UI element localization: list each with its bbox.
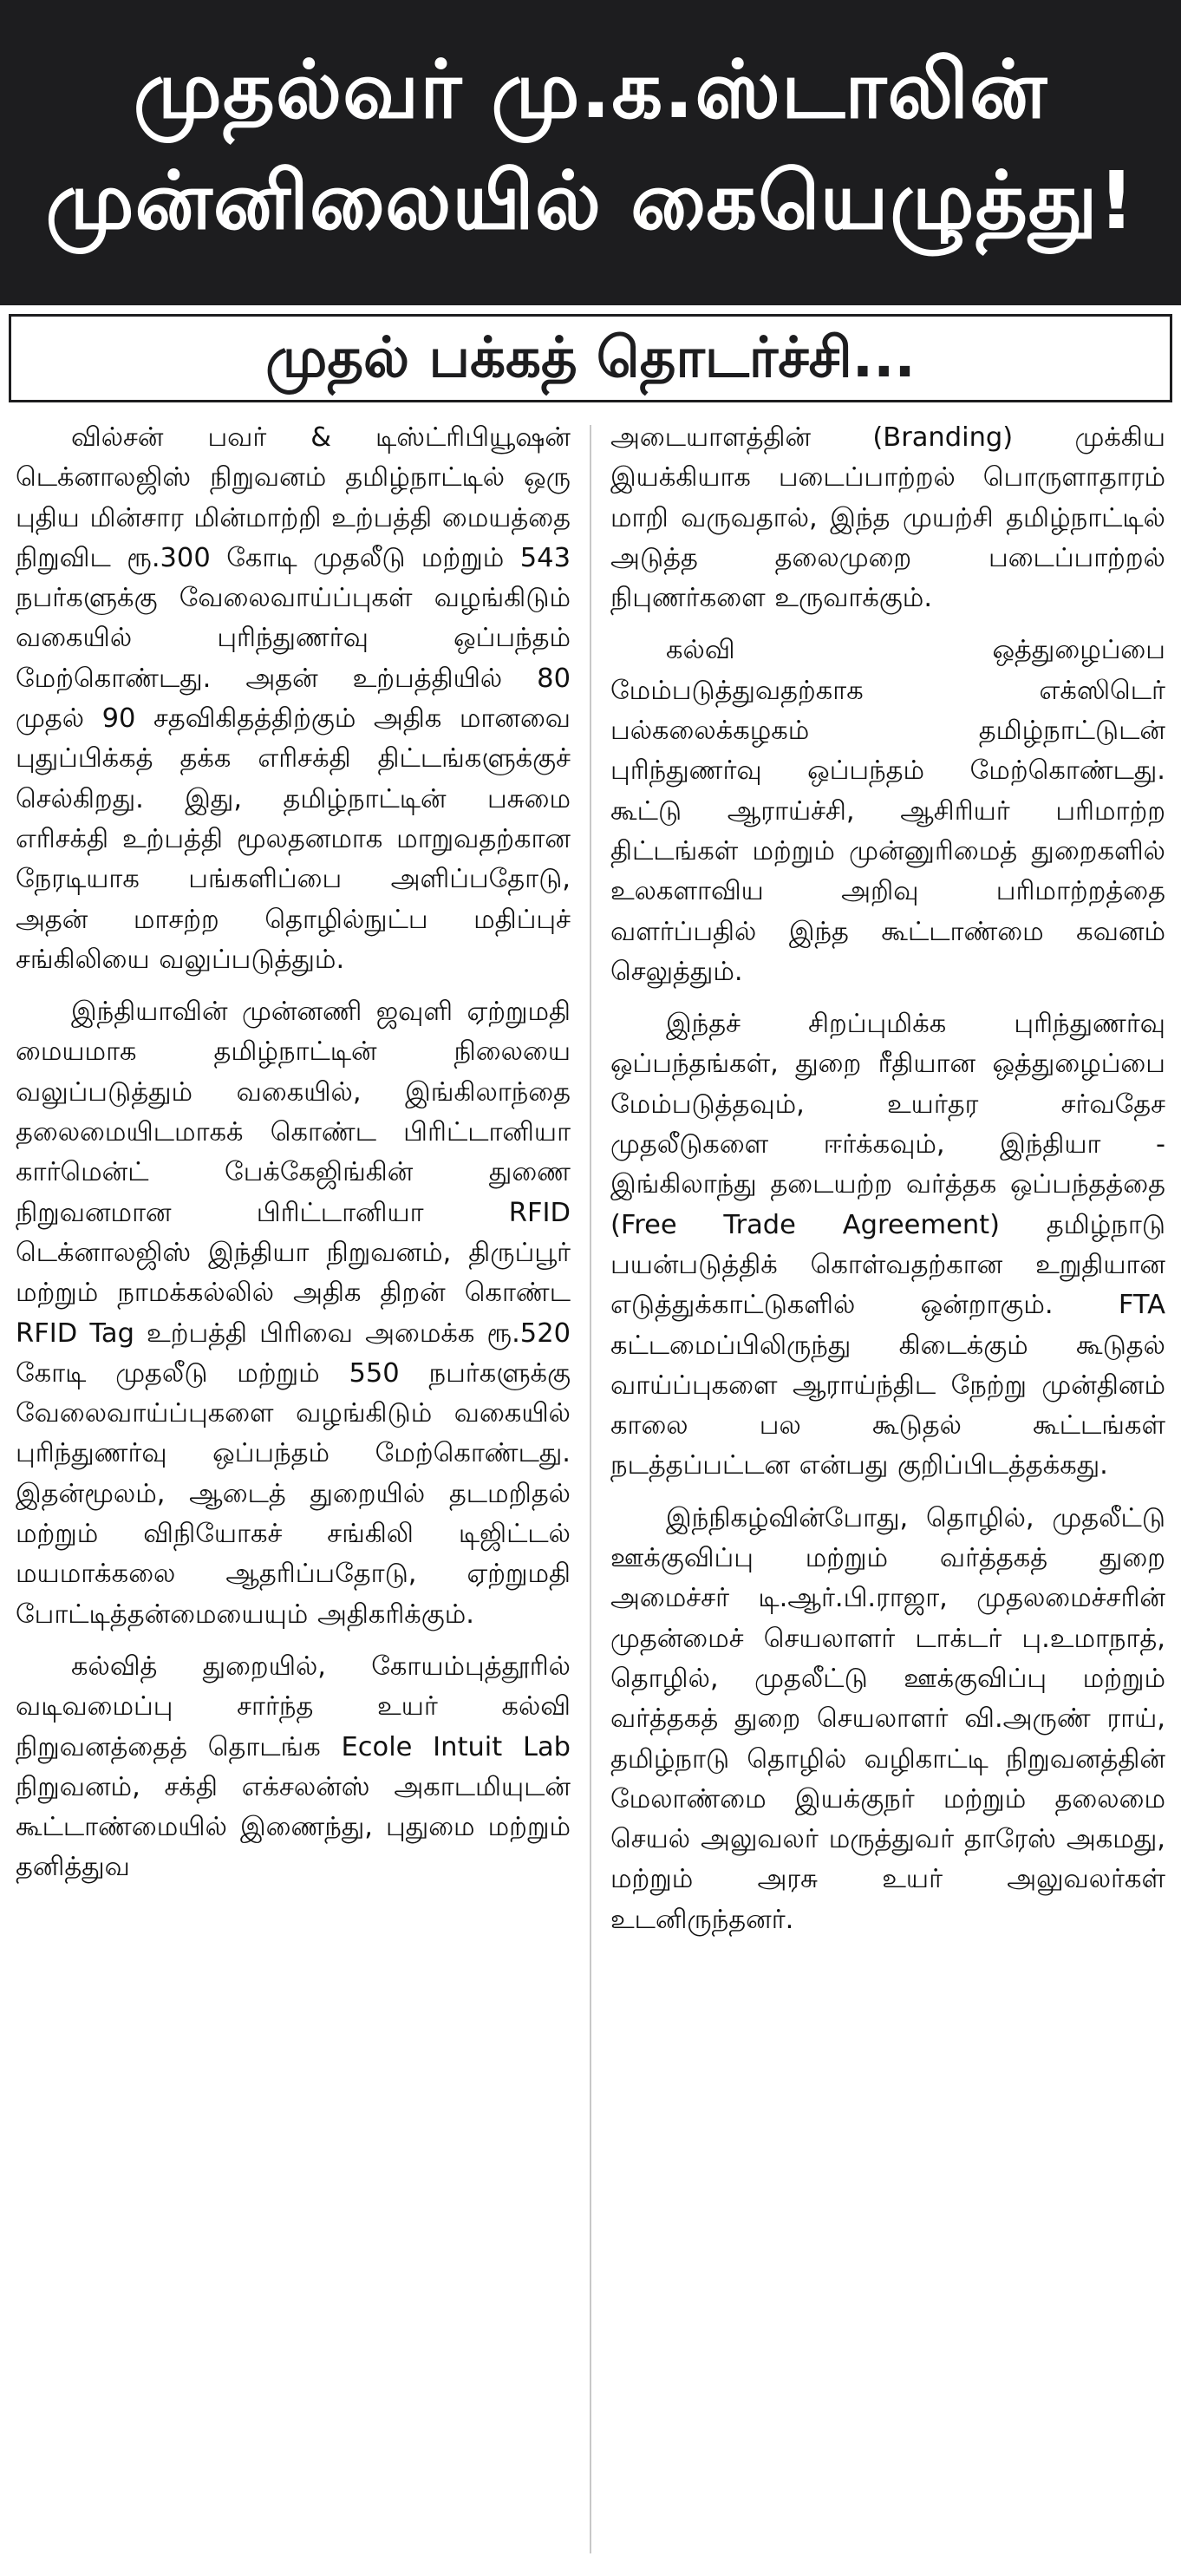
paragraph-wilson-power: வில்சன் பவர் & டிஸ்ட்ரிபியூஷன் டெக்னாலஜிஸ் நிறுவனம் தமிழ்நாட்டில் ஒரு புதிய மின்சார மின்மாற்றி உற்பத்தி மையத்தை நிறுவிட ரூ.300 கோடி முதலீடு மற்றும் 543 நபர்களுக்கு வேலைவாய்ப்புகள் வழங்கிடும் வகையில் புரிந்துணர்வு ஒப்பந்தம் மேற்கொண்டது. அதன் உற்பத்தியில் 80 முதல் 90 சதவிகிதத்திற்கும் அதிக மானவை புதுப்பிக்கத் தக்க எரிசக்தி திட்டங்களுக்குச் செல்கிறது. இது, தமிழ்நாட்டின் பசுமை எரிசக்தி உற்பத்தி மூலதனமாக மாறுவதற்கான நேரடியாக பங்களிப்பை அளிப்பதோடு, அதன் மாசற்ற தொழில்நுட்ப மதிப்புச் சங்கிலியை வலுப்படுத்தும். xyxy=(16,422,571,975)
right-column xyxy=(610,418,1165,2560)
headline-line-2: முன்னிலையில் கையெழுத்து! xyxy=(45,154,1136,247)
headline-line-1: முதல்வர் மு.க.ஸ்டாலின் xyxy=(133,43,1048,136)
continuation-heading: முதல் பக்கத் தொடர்ச்சி... xyxy=(265,326,916,390)
continuation-box xyxy=(9,314,1172,402)
paragraph-branding-continued: அடையாளத்தின் (Branding) முக்கிய இயக்கியாக படைப்பாற்றல் பொருளாதாரம் மாறி வருவதால், இந்த முயற்சி தமிழ்நாட்டில் அடுத்த தலைமுறை படைப்பாற்றல் நிபுணர்களை உருவாக்கும். xyxy=(610,422,1165,614)
paragraph-attendees: இந்நிகழ்வின்போது, தொழில், முதலீட்டு ஊக்குவிப்பு மற்றும் வர்த்தகத் துறை அமைச்சர் டி.ஆர்.பி.ராஜா, முதலமைச்சரின் முதன்மைச் செயலாளர் டாக்டர் பு.உமாநாத், தொழில், முதலீட்டு ஊக்குவிப்பு மற்றும் வர்த்தகத் துறை செயலாளர் வி.அருண் ராய், தமிழ்நாடு தொழில் வழிகாட்டி நிறுவனத்தின் மேலாண்மை இயக்குநர் மற்றும் தலைமை செயல் அலுவலர் மருத்துவர் தாரேஸ் அகமது, மற்றும் அரசு உயர் அலுவலர்கள் உடனிருந்தனர். xyxy=(610,1502,1165,1935)
paragraph-free-trade-agreement: இந்தச் சிறப்புமிக்க புரிந்துணர்வு ஒப்பந்தங்கள், துறை ரீதியான ஒத்துழைப்பை மேம்படுத்தவும், உயர்தர சர்வதேச முதலீடுகளை ஈர்க்கவும், இந்தியா - இங்கிலாந்து தடையற்ற வர்த்தக ஒப்பந்தத்தை (Free Trade Agreement) தமிழ்நாடு பயன்படுத்திக் கொள்வதற்கான உறுதியான எடுத்துக்காட்டுகளில் ஒன்றாகும். FTA கட்டமைப்பிலிருந்து கிடைக்கும் கூடுதல் வாய்ப்புகளை ஆராய்ந்திட நேற்று முன்தினம் காலை பல கூடுதல் கூட்டங்கள் நடத்தப்பட்டன என்பது குறிப்பிடத்தக்கது. xyxy=(610,1009,1165,1481)
paragraph-ecole-intuit-lab: கல்வித் துறையில், கோயம்புத்தூரில் வடிவமைப்பு சார்ந்த உயர் கல்வி நிறுவனத்தைத் தொடங்க Ecole Intuit Lab நிறுவனம், சக்தி எக்சலன்ஸ் அகாடமியுடன் கூட்டாண்மையில் இணைந்து, புதுமை மற்றும் தனித்துவ xyxy=(16,1651,571,1883)
headline-banner xyxy=(0,0,1181,305)
left-column xyxy=(16,418,571,2560)
article-body xyxy=(16,418,1165,2560)
paragraph-exeter-university: கல்வி ஒத்துழைப்பை மேம்படுத்துவதற்காக எக்ஸிடெர் பல்கலைக்கழகம் தமிழ்நாட்டுடன் புரிந்துணர்வு ஒப்பந்தம் மேற்கொண்டது. கூட்டு ஆராய்ச்சி, ஆசிரியர் பரிமாற்ற திட்டங்கள் மற்றும் முன்னுரிமைத் துறைகளில் உலகளாவிய அறிவு பரிமாற்றத்தை வளர்ப்பதில் இந்த கூட்டாண்மை கவனம் செலுத்தும். xyxy=(610,635,1165,987)
column-divider xyxy=(590,425,591,2553)
paragraph-britannia-rfid: இந்தியாவின் முன்னணி ஜவுளி ஏற்றுமதி மையமாக தமிழ்நாட்டின் நிலையை வலுப்படுத்தும் வகையில், இங்கிலாந்தை தலைமையிடமாகக் கொண்ட பிரிட்டானியா கார்மென்ட் பேக்கேஜிங்கின் துணை நிறுவனமான பிரிட்டானியா RFID டெக்னாலஜிஸ் இந்தியா நிறுவனம், திருப்பூர் மற்றும் நாமக்கல்லில் அதிக திறன் கொண்ட RFID Tag உற்பத்தி பிரிவை அமைக்க ரூ.520 கோடி முதலீடு மற்றும் 550 நபர்களுக்கு வேலைவாய்ப்புகளை வழங்கிடும் வகையில் புரிந்துணர்வு ஒப்பந்தம் மேற்கொண்டது. இதன்மூலம், ஆடைத் துறையில் தடமறிதல் மற்றும் விநியோகச் சங்கிலி டிஜிட்டல் மயமாக்கலை ஆதரிப்பதோடு, ஏற்றுமதி போட்டித்தன்மையையும் அதிகரிக்கும். xyxy=(16,997,571,1630)
